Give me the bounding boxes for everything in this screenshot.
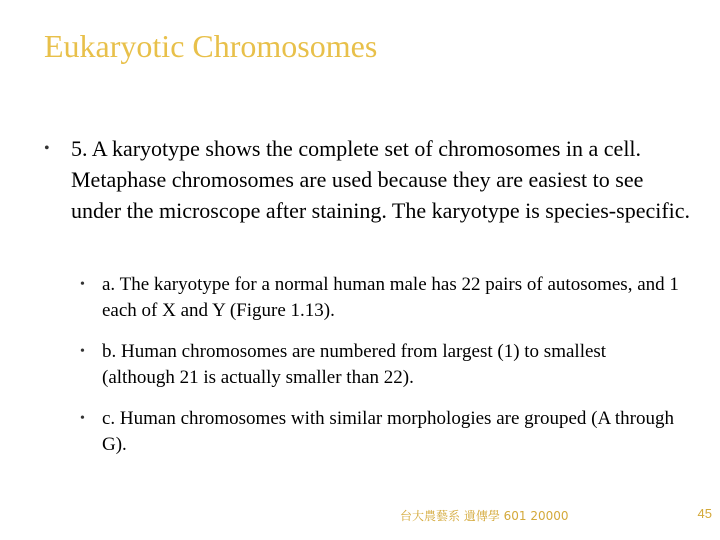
bullet-icon: • bbox=[80, 411, 85, 426]
bullet-icon: • bbox=[80, 344, 85, 359]
bullet-icon: • bbox=[80, 277, 85, 292]
main-bullet bbox=[44, 133, 694, 226]
sub-bullet-b bbox=[80, 339, 680, 391]
slide-footer: 台大農藝系 遺傳學 601 20000 bbox=[400, 509, 569, 523]
sub-bullet-text: c. Human chromosomes with similar morphologies are grouped (A through G). bbox=[102, 408, 675, 455]
bullet-icon: • bbox=[44, 140, 50, 157]
sub-bullet-c bbox=[80, 406, 680, 458]
sub-bullet-text: b. Human chromosomes are numbered from largest (1) to smallest (although 21 is actually smaller than 22). bbox=[102, 341, 607, 388]
page-number: 45 bbox=[697, 506, 712, 521]
slide-title: Eukaryotic Chromosomes bbox=[44, 28, 378, 64]
main-bullet-text: 5. A karyotype shows the complete set of chromosomes in a cell. Metaphase chromosomes are used because they are easiest to see under the microscope after staining. The karyotype is species-specific. bbox=[71, 136, 691, 223]
sub-bullet-a bbox=[80, 272, 680, 324]
sub-bullet-text: a. The karyotype for a normal human male has 22 pairs of autosomes, and 1 each of X and Y (Figure 1.13). bbox=[102, 274, 679, 321]
